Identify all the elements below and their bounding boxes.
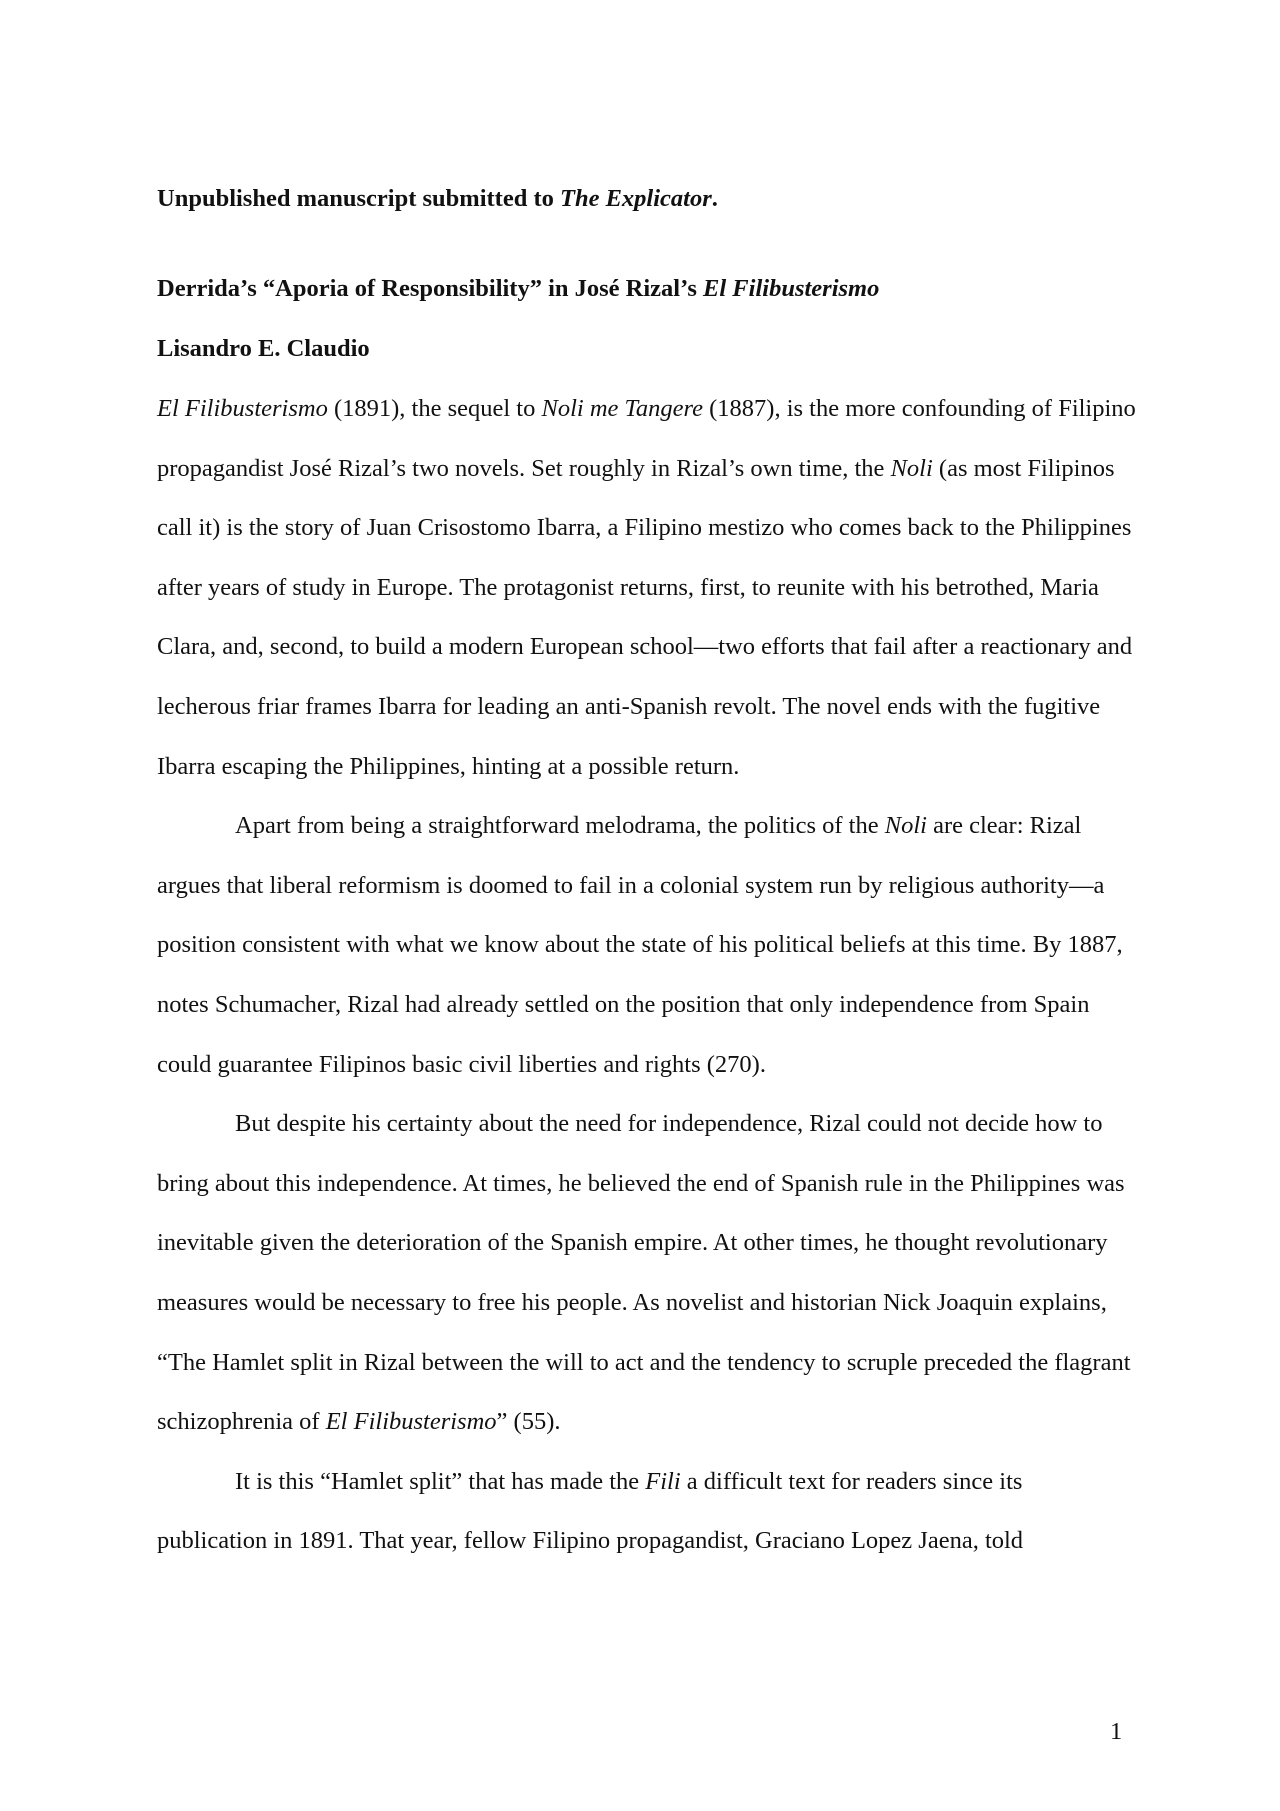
- author-name: Lisandro E. Claudio: [157, 335, 370, 362]
- paragraph-3-span-2: El Filibusterismo: [325, 1408, 497, 1436]
- paragraph-3: [157, 1094, 1137, 1452]
- page-number: 1: [1110, 1718, 1123, 1745]
- paragraph-2-span-1: Apart from being a straightforward melodrama, the politics of the: [235, 812, 885, 840]
- paragraph-1-span-1: El Filibusterismo: [157, 395, 328, 422]
- paragraph-4-span-3: a difficult text for readers since its publication in 1891. That year, fellow Filipino propagandist, Graciano Lopez Jaena, told: [157, 1467, 1024, 1555]
- page-content: [157, 183, 1137, 1571]
- paragraph-4-span-1: It is this “Hamlet split” that has made the: [235, 1467, 646, 1495]
- paragraph-4-span-2: Fili: [645, 1467, 681, 1495]
- article-title-work: El Filibusterismo: [703, 275, 880, 302]
- paragraph-2-span-2: Noli: [884, 812, 927, 840]
- paragraph-1-span-2: (1891), the sequel to: [327, 395, 542, 422]
- article-title: [157, 273, 1137, 305]
- journal-name: The Explicator: [559, 185, 712, 212]
- paragraph-1: [157, 379, 1137, 796]
- paragraph-1-span-4: (1887), is the more confounding of Filipino propagandist José Rizal’s two novels. Set roughly in Rizal’s own time, the: [157, 395, 1136, 482]
- paragraph-2-span-3: are clear: Rizal argues that liberal reformism is doomed to fail in a colonial system run by religious authority—a position consistent with what we know about the state of his political beliefs at this time. By 1887, notes Schumacher, Rizal had already settled on the position that only independence from Spain could guarantee Filipinos basic civil liberties and rights (270).: [157, 812, 1123, 1078]
- paragraph-3-span-1: But despite his certainty about the need for independence, Rizal could not decide how to bring about this independence. At times, he believed the end of Spanish rule in the Philippines was inevitable given the deterioration of the Spanish empire. At other times, he thought revolutionary measures would be necessary to free his people. As novelist and historian Nick Joaquin explains, “The Hamlet split in Rizal between the will to act and the tendency to scruple preceded the flagrant schizophrenia of: [157, 1110, 1131, 1436]
- submission-note: [157, 183, 1137, 215]
- paragraph-1-span-5: Noli: [890, 454, 933, 482]
- article-title-prefix: Derrida’s “Aporia of Responsibility” in José Rizal’s: [157, 275, 704, 302]
- paragraph-2: [157, 796, 1137, 1094]
- submission-note-suffix: .: [711, 185, 718, 212]
- paragraph-3-span-3: ” (55).: [496, 1408, 561, 1436]
- paragraph-1-span-3: Noli me Tangere: [541, 395, 704, 422]
- submission-note-prefix: Unpublished manuscript submitted to: [157, 185, 560, 212]
- paragraph-1-span-6: (as most Filipinos call it) is the story of Juan Crisostomo Ibarra, a Filipino mestizo who comes back to the Philippines after years of study in Europe. The protagonist returns, first, to reunite with his betrothed, Maria Clara, and, second, to build a modern European school—two efforts that fail after a reactionary and lecherous friar frames Ibarra for leading an anti-Spanish revolt. The novel ends with the fugitive Ibarra escaping the Philippines, hinting at a possible return.: [157, 454, 1133, 780]
- paragraph-4: [157, 1452, 1137, 1571]
